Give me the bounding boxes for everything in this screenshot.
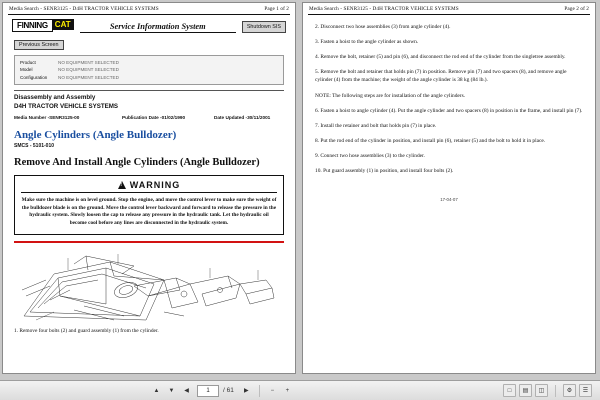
equipment-value: NO EQUIPMENT SELECTED — [58, 60, 119, 65]
procedure-note: NOTE: The following steps are for installation of the angle cylinders. — [315, 92, 466, 99]
wrench-icon[interactable]: ⚙ — [563, 384, 576, 397]
red-separator — [14, 241, 284, 243]
procedure-step: 9. Connect two hose assemblies (3) to the cylinder. — [315, 152, 425, 159]
equipment-key: Product — [20, 60, 36, 65]
warning-divider — [21, 192, 277, 193]
left-page-running-head — [3, 3, 295, 14]
warning-box — [14, 175, 284, 235]
header-divider — [14, 90, 284, 91]
procedure-step: 3. Fasten a hoist to the angle cylinder as shown. — [315, 39, 419, 46]
figure-svg — [14, 250, 284, 322]
minus-icon[interactable]: − — [270, 387, 275, 394]
toolbar-separator — [555, 385, 556, 397]
warning-label: WARNING — [129, 180, 181, 190]
right-page-running-head — [303, 3, 595, 14]
document-page-left[interactable] — [2, 2, 296, 374]
fit-page-icon[interactable]: ◫ — [535, 384, 548, 397]
chevron-right-icon[interactable]: ▶ — [244, 388, 249, 394]
previous-screen-button[interactable]: Previous Screen — [14, 40, 64, 50]
figure-illustration — [14, 250, 284, 322]
left-runhead-rule — [8, 14, 290, 15]
plus-icon[interactable]: + — [285, 387, 290, 394]
right-runhead-rule — [308, 14, 590, 15]
warning-text: Make sure the machine is on level ground. Stop the engine, and move the control lever to make sure the weight of the bulldozer blade is on the ground. Move the control lever backward and forward to release the pressure in the hydraulic system. Slowly loosen the cap to release any pressure in the hydraulic tank. Let the hydraulic oil become cool before any lines are disconnected in the hydraulic system. — [21, 197, 277, 226]
document-page-right[interactable] — [302, 2, 596, 374]
equipment-key: Model — [20, 67, 33, 73]
single-page-icon[interactable]: □ — [503, 384, 516, 397]
equipment-selection-panel — [14, 55, 284, 85]
procedure-step: 6. Fasten a hoist to angle cylinder (4). Put the angle cylinder and two spacers (8) in position in the frame, and install pin (7). — [315, 107, 583, 114]
sis-title: Service Information System — [109, 22, 206, 31]
page-footer-code: 17-04-07 — [440, 197, 458, 203]
sidebar-icon[interactable]: ☰ — [579, 384, 592, 397]
equipment-row — [20, 74, 278, 81]
document-meta-row — [14, 115, 284, 120]
right-runhead-title: Media Search - SENR3125 - D4H TRACTOR VEHICLE SYSTEMS — [309, 6, 459, 12]
toolbar-separator — [259, 385, 260, 397]
double-page-icon[interactable]: ▤ — [519, 384, 532, 397]
section-subtitle: D4H TRACTOR VEHICLE SYSTEMS — [14, 103, 119, 111]
equipment-row — [20, 59, 278, 66]
date-updated: Date Updated -30/11/2001 — [214, 115, 271, 120]
procedure-step: 8. Put the rod end of the cylinder in position, and install pin (6), retainer (5) and the bolt to hold it in place. — [315, 137, 546, 144]
warning-banner — [21, 180, 277, 190]
procedure-step: 7. Install the retainer and bolt that holds pin (7) in place. — [315, 122, 437, 129]
smcs-code: SMCS - 5101-010 — [14, 143, 55, 149]
publication-date: Publication Date -01/02/1990 — [122, 115, 186, 120]
sis-header-bar — [12, 19, 286, 33]
equipment-key: Configuration — [20, 74, 48, 80]
caret-up-icon[interactable]: ▲ — [153, 387, 160, 394]
cat-logo: CAT — [52, 19, 74, 30]
figure-step-text: 1. Remove four bolts (2) and guard assembly (1) from the cylinder. — [14, 328, 159, 335]
procedure-steps-list — [303, 23, 595, 202]
caret-down-icon[interactable]: ▼ — [168, 387, 175, 394]
chevron-left-icon[interactable]: ◀ — [184, 388, 189, 394]
procedure-heading: Remove And Install Angle Cylinders (Angle Bulldozer) — [14, 157, 260, 168]
shutdown-sis-button[interactable]: Shutdown SIS — [242, 21, 286, 33]
sis-title-underline — [80, 32, 236, 33]
procedure-step: 5. Remove the bolt and retainer that holds pin (7) in position. Remove pin (7) and two spacers (8), and remove angle cylinder (4) from the machine; the weight of the angle cylinder is 38 kg (84 lb.). — [315, 69, 567, 84]
equipment-value: NO EQUIPMENT SELECTED — [58, 67, 119, 73]
finning-logo: FINNING — [12, 19, 53, 32]
procedure-step: 4. Remove the bolt, retainer (5) and pin (6), and disconnect the rod end of the cylinder from the singletree assembly. — [315, 54, 566, 61]
right-runhead-pageno: Page 2 of 2 — [564, 6, 589, 12]
procedure-step: 2. Disconnect two hose assemblies (3) from angle cylinder (4). — [315, 24, 451, 30]
media-number: Media Number -SENR3125-00 — [14, 115, 80, 120]
procedure-step: 10. Put guard assembly (1) in position, and install four bolts (2). — [315, 168, 454, 175]
left-runhead-pageno: Page 1 of 2 — [264, 6, 289, 12]
left-runhead-title: Media Search - SENR3125 - D4H TRACTOR VEHICLE SYSTEMS — [9, 6, 159, 12]
section-title: Disassembly and Assembly — [14, 94, 96, 102]
equipment-row — [20, 66, 278, 73]
topic-heading: Angle Cylinders (Angle Bulldozer) — [14, 129, 177, 141]
viewer-toolbar — [0, 380, 600, 400]
warning-triangle-icon — [118, 181, 126, 189]
page-number-input[interactable]: 1 — [197, 385, 219, 397]
equipment-value: NO EQUIPMENT SELECTED — [58, 74, 119, 80]
page-total-label: / 61 — [223, 387, 234, 394]
